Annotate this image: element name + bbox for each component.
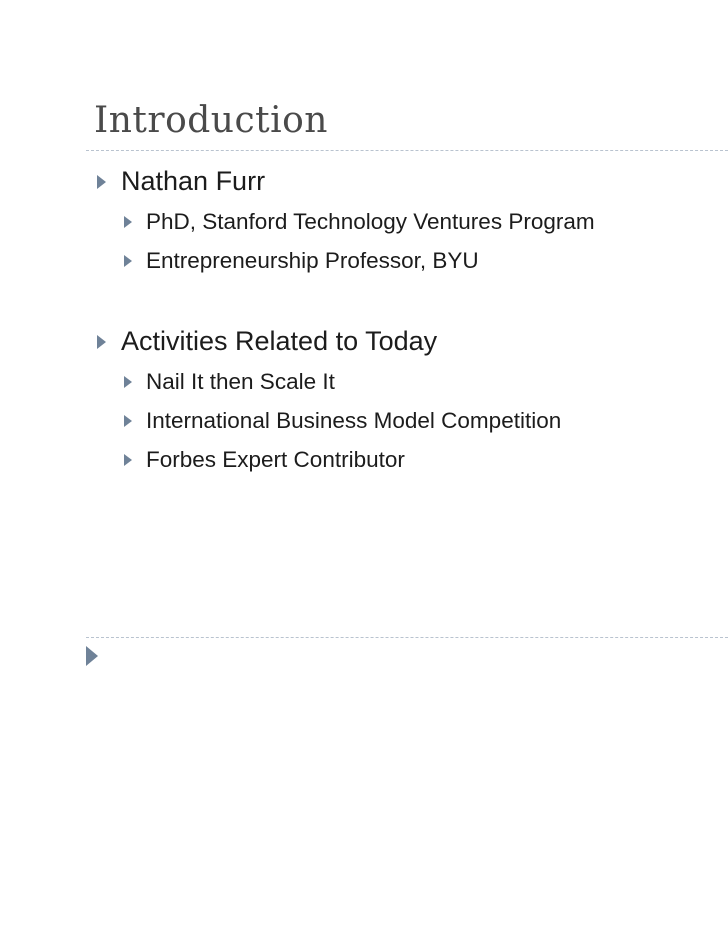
triangle-right-icon bbox=[124, 255, 132, 267]
triangle-right-icon bbox=[124, 216, 132, 228]
sub-bullet-text: Nail It then Scale It bbox=[146, 369, 335, 394]
sub-bullet-text: International Business Model Competition bbox=[146, 408, 562, 433]
triangle-right-icon bbox=[97, 335, 106, 349]
triangle-right-icon bbox=[97, 175, 106, 189]
sub-bullet-text: Entrepreneurship Professor, BYU bbox=[146, 248, 479, 273]
slide-title: Introduction bbox=[94, 100, 328, 141]
footer-triangle-icon bbox=[86, 646, 98, 666]
sub-bullet-forbes bbox=[124, 447, 405, 473]
sub-bullet-ibmc bbox=[124, 408, 561, 434]
bullet-nathan-furr bbox=[97, 166, 265, 197]
title-divider bbox=[86, 150, 728, 151]
sub-bullet-text: PhD, Stanford Technology Ventures Program bbox=[146, 209, 595, 234]
triangle-right-icon bbox=[124, 415, 132, 427]
sub-bullet-professor bbox=[124, 248, 479, 274]
bullet-text: Activities Related to Today bbox=[121, 326, 438, 356]
sub-bullet-phd bbox=[124, 209, 595, 235]
sub-bullet-nail-it bbox=[124, 369, 335, 395]
bullet-text: Nathan Furr bbox=[121, 166, 266, 196]
bullet-activities bbox=[97, 326, 437, 357]
sub-bullet-text: Forbes Expert Contributor bbox=[146, 447, 405, 472]
footer-divider bbox=[86, 637, 728, 638]
triangle-right-icon bbox=[124, 376, 132, 388]
triangle-right-icon bbox=[124, 454, 132, 466]
